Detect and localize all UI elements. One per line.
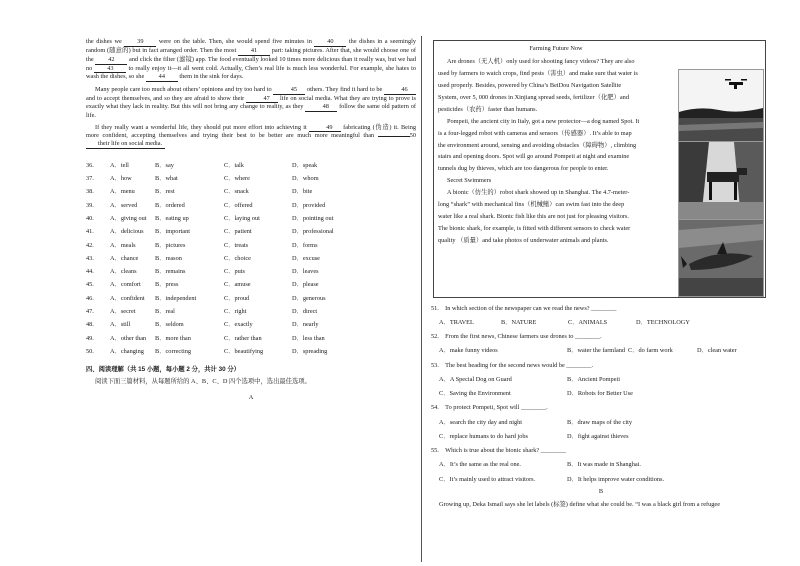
news-line: Secret Swimmers (447, 177, 492, 185)
news-line: long “shark” with mechanical fins（机械鳍）can swim fast into the deep (438, 201, 625, 209)
blank: 41 (238, 47, 270, 56)
question-options (431, 387, 771, 402)
question-stem: 52. From the first news, Chinese farmers use drones to ________. (431, 333, 602, 341)
option-text: 47. (86, 308, 94, 316)
option-text: D．generous (292, 294, 326, 302)
option-row (86, 292, 416, 305)
option-text: B．eating up (155, 215, 189, 222)
question-options (431, 372, 771, 387)
news-line: System, over 5, 000 drones in Xinjiang spread seeds, fertilizer（化肥）and (438, 93, 629, 101)
option-text: 41. (86, 228, 94, 236)
answer-option: D．fight against thieves (567, 433, 629, 440)
question-options (431, 430, 771, 445)
option-text: A．giving out (110, 215, 147, 222)
option-text: B．more than (155, 334, 191, 342)
option-text: C．offered (224, 201, 253, 209)
option-text: 48. (86, 321, 94, 329)
option-text: A．chance (110, 254, 139, 262)
option-text: A．confident (110, 294, 145, 302)
option-text: C．puts (224, 268, 245, 276)
option-text: D．pointing out (292, 215, 334, 222)
cloze-passage (86, 38, 416, 149)
option-text: 37. (86, 175, 94, 183)
robot-shark-photo (678, 219, 764, 297)
answer-option: A．search the city day and night (439, 418, 523, 426)
question-options (431, 458, 771, 473)
option-text: C．where (224, 175, 250, 183)
cloze-paragraph: Many people care too much about others’ opinions and try too hard to 45 others. They find it hard to be 46 and to accept themselves, and so they are afraid to show their 47 life on social media. What they are trying to prove is exactly what they lack in reality. But this will not bring any change to reality, as they 48 follow the same old pattern of life. (86, 85, 416, 120)
answer-option: A．TRAVEL (439, 319, 474, 327)
option-row (86, 172, 416, 185)
option-text: A．other than (110, 334, 147, 342)
section-title: 四、阅读理解（共 15 小题，每小题 2 分，共计 30 分） (86, 365, 240, 373)
news-line: tunnels dug by thieves, which are too dangerous for people to enter. (438, 165, 609, 173)
option-text: B．reason (155, 254, 182, 262)
option-text: 49. (86, 334, 94, 342)
drone-field-photo (678, 69, 764, 143)
option-text: B．remains (155, 268, 186, 276)
option-text: 43. (86, 254, 94, 262)
answer-option: C．replace humans to do hard jobs (439, 433, 529, 440)
blank: 49 (309, 124, 341, 133)
option-text: A．served (110, 201, 138, 209)
option-row (86, 252, 416, 265)
left-column (86, 38, 416, 402)
news-line: water like a real shark. Bionic fish like this are not just for pleasing visitors. (438, 213, 629, 221)
option-text: B．pictures (155, 241, 186, 249)
blank: 42 (95, 56, 127, 65)
section-instruction: 阅读下面三篇材料，从每题所给的 A、B、C、D 四个选项中，选出最佳选项。 (95, 378, 311, 386)
blank: 46 (384, 86, 416, 95)
question-stem: 54. To protect Pompeii, Spot will ________. (431, 404, 548, 412)
news-line: used by farmers to watch crops, find pests（害虫）and make sure that water is (438, 69, 638, 77)
option-text: D．speak (292, 161, 318, 169)
option-text: B．press (155, 281, 179, 289)
option-text: B．independent (155, 294, 197, 302)
answer-option: C．It’s mainly used to attract visitors. (439, 475, 536, 483)
option-row (86, 279, 416, 292)
option-text: B．rest (155, 188, 175, 196)
news-text (438, 45, 674, 247)
option-text: D．whom (292, 175, 319, 183)
option-row (86, 332, 416, 345)
option-text: D．please (292, 281, 319, 289)
option-text: 39. (86, 201, 94, 209)
option-text: D．nearly (292, 321, 319, 329)
option-text: 36. (86, 161, 94, 169)
option-text: A．how (110, 175, 132, 183)
option-text: A．menu (110, 188, 135, 196)
question-options (431, 472, 771, 487)
option-row (86, 265, 416, 278)
question-stem: 53. The best heading for the second news would be ________. (431, 361, 594, 369)
option-text: C．amuse (224, 281, 251, 289)
question-stem: 51. In which section of the newspaper can we read the news? ________ (431, 304, 617, 312)
questions-block (431, 302, 771, 509)
cloze-paragraph: If they really want a wonderful life, they should put more effort into achieving it 49 fabricating (伪造) it. Being more confident, accepting themselves and trying their best to be better are much more meaningful than 50their life on social media. (86, 123, 416, 148)
option-text: D．excuse (292, 254, 320, 262)
news-line: A bionic（仿生的）robot shark showed up in Shanghai. The 4.7-meter- (447, 189, 630, 197)
news-title: Farming Future Now (529, 45, 583, 52)
option-text: B．say (155, 161, 174, 169)
blank: 43 (94, 65, 126, 74)
question-stem: 55. Which is true about the bionic shark? ________ (431, 447, 567, 455)
option-text: 38. (86, 188, 94, 196)
answer-option: B．NATURE (501, 319, 537, 327)
option-row (86, 186, 416, 199)
answer-option: B．Ancient Pompeii (567, 375, 620, 383)
answer-option: C．ANIMALS (568, 319, 608, 327)
answer-option: C．do farm work (628, 347, 673, 355)
news-line: is a four-legged robot with cameras and sensors（传感器）. It’s able to map (438, 129, 632, 137)
option-text: 46. (86, 294, 94, 302)
option-text: B．seldom (155, 321, 184, 329)
news-line: the environment around, sensing and avoiding obstacles（障碍物）, climbing (438, 141, 637, 149)
column-divider (421, 36, 422, 562)
answer-option: D．TECHNOLOGY (636, 319, 690, 327)
option-text: A．changing (110, 347, 144, 355)
answer-option: D．Robots for Better Use (567, 390, 633, 398)
option-text: A．comfort (110, 281, 141, 289)
blank: their life on social media. (86, 140, 165, 149)
option-text: A．cleans (110, 268, 137, 276)
option-text: 50. (86, 347, 94, 355)
option-row (86, 239, 416, 252)
cloze-options (86, 159, 416, 358)
answer-option: D．It helps improve water conditions. (567, 475, 665, 483)
robot-dog-photo (678, 141, 764, 221)
passage-b-first-line: Growing up, Deka Ismail says she let labels (标签) define what she could be. “I was a black girl from a refugee (439, 500, 720, 508)
option-text: C．exactly (224, 321, 253, 329)
option-text: C．beautifying (224, 347, 264, 355)
blank: 48 (305, 103, 337, 112)
option-text: D．leaves (292, 268, 319, 276)
news-line: pesticides（农药）faster than humans. (438, 105, 538, 113)
option-row (86, 199, 416, 212)
option-text: A．delicious (110, 228, 144, 236)
option-row (86, 159, 416, 172)
answer-option: C．Saving the Environment (439, 390, 511, 398)
option-text: 42. (86, 241, 94, 249)
option-text: D．professional (292, 228, 334, 236)
blank: 40 (314, 38, 346, 47)
news-line: quality （质量）and take photos of underwater animals and plants. (438, 237, 609, 245)
option-text: C．laying out (224, 215, 260, 222)
option-text: D．provided (292, 201, 326, 209)
answer-option: B．draw maps of the city (567, 418, 633, 426)
passage-letter-a: A (248, 394, 254, 402)
answer-option: B．water the farmland (567, 347, 626, 355)
option-text: C．talk (224, 161, 244, 169)
news-box (433, 40, 766, 298)
option-text: A．tell (110, 161, 129, 169)
option-text: A．secret (110, 308, 136, 316)
question-options (431, 344, 771, 359)
option-text: B．what (155, 175, 178, 183)
option-text: B．correcting (155, 347, 192, 355)
option-text: C．right (224, 308, 247, 316)
news-line: stairs and opening doors. Spot will go around Pompeii at night and examine (438, 153, 630, 161)
option-text: C．snack (224, 188, 249, 196)
option-row (86, 305, 416, 318)
blank: 44 (146, 73, 178, 82)
option-text: D．bite (292, 188, 313, 196)
option-text: C．patient (224, 228, 252, 236)
answer-option: A．It’s the same as the real one. (439, 461, 522, 469)
news-line: The bionic shark, for example, is fitted with different sensors to check water (438, 225, 631, 233)
option-row (86, 226, 416, 239)
news-line: Pompeii, the ancient city in Italy, got a new protector—a dog named Spot. It (447, 117, 640, 125)
option-text: D．less than (292, 334, 325, 342)
option-text: 45. (86, 281, 94, 289)
option-text: B．ordered (155, 201, 185, 209)
option-row (86, 212, 416, 225)
passage-letter-b: B (598, 487, 604, 495)
option-text: A．still (110, 321, 131, 329)
option-text: B．important (155, 228, 190, 236)
option-text: C．proud (224, 294, 250, 302)
option-text: 40. (86, 215, 94, 222)
blank: 47 (246, 95, 278, 104)
answer-option: D．clean water (697, 347, 737, 355)
option-text: D．direct (292, 308, 318, 316)
option-text: C．treats (224, 241, 249, 249)
news-line: used properly. Besides, powered by China’s BeiDou Navigation Satellite (438, 81, 622, 89)
answer-option: B．It was made in Shanghai. (567, 461, 641, 469)
blank (378, 136, 410, 137)
option-text: D．spreading (292, 347, 328, 355)
answer-option: A．A Special Dog on Guard (439, 375, 512, 383)
question-options (431, 316, 771, 331)
option-text: C．choice (224, 254, 251, 262)
answer-option: A．make funny videos (439, 347, 498, 355)
blank: 45 (273, 86, 305, 95)
option-row (86, 345, 416, 358)
option-row (86, 319, 416, 332)
cloze-paragraph: the dishes we 39 were on the table. Then, she would spend five minutes in 40 the dishes in a seemingly random (随意的) but in fact arranged order. Then the most 41 part: taking pictures. After that, she would choose one of the 42 and click the filter (滤镜) app. The food eventually looked 10 times more delicious than it really was, but we had no 43 to really enjoy it—it all went cold. Actually, Chen’s real life is much less wonderful. For example, she hates to wash the dishes, so she 44 them in the sink for days. (86, 38, 416, 81)
question-options (431, 415, 771, 430)
option-text: C．rather than (224, 334, 262, 342)
news-line: Are drones（无人机）only used for shooting fancy videos? They are also (447, 57, 635, 65)
option-text: D．forms (292, 241, 318, 249)
option-text: 44. (86, 268, 94, 276)
option-text: B．real (155, 308, 175, 316)
option-text: A．meals (110, 241, 136, 249)
blank: 39 (124, 38, 156, 47)
